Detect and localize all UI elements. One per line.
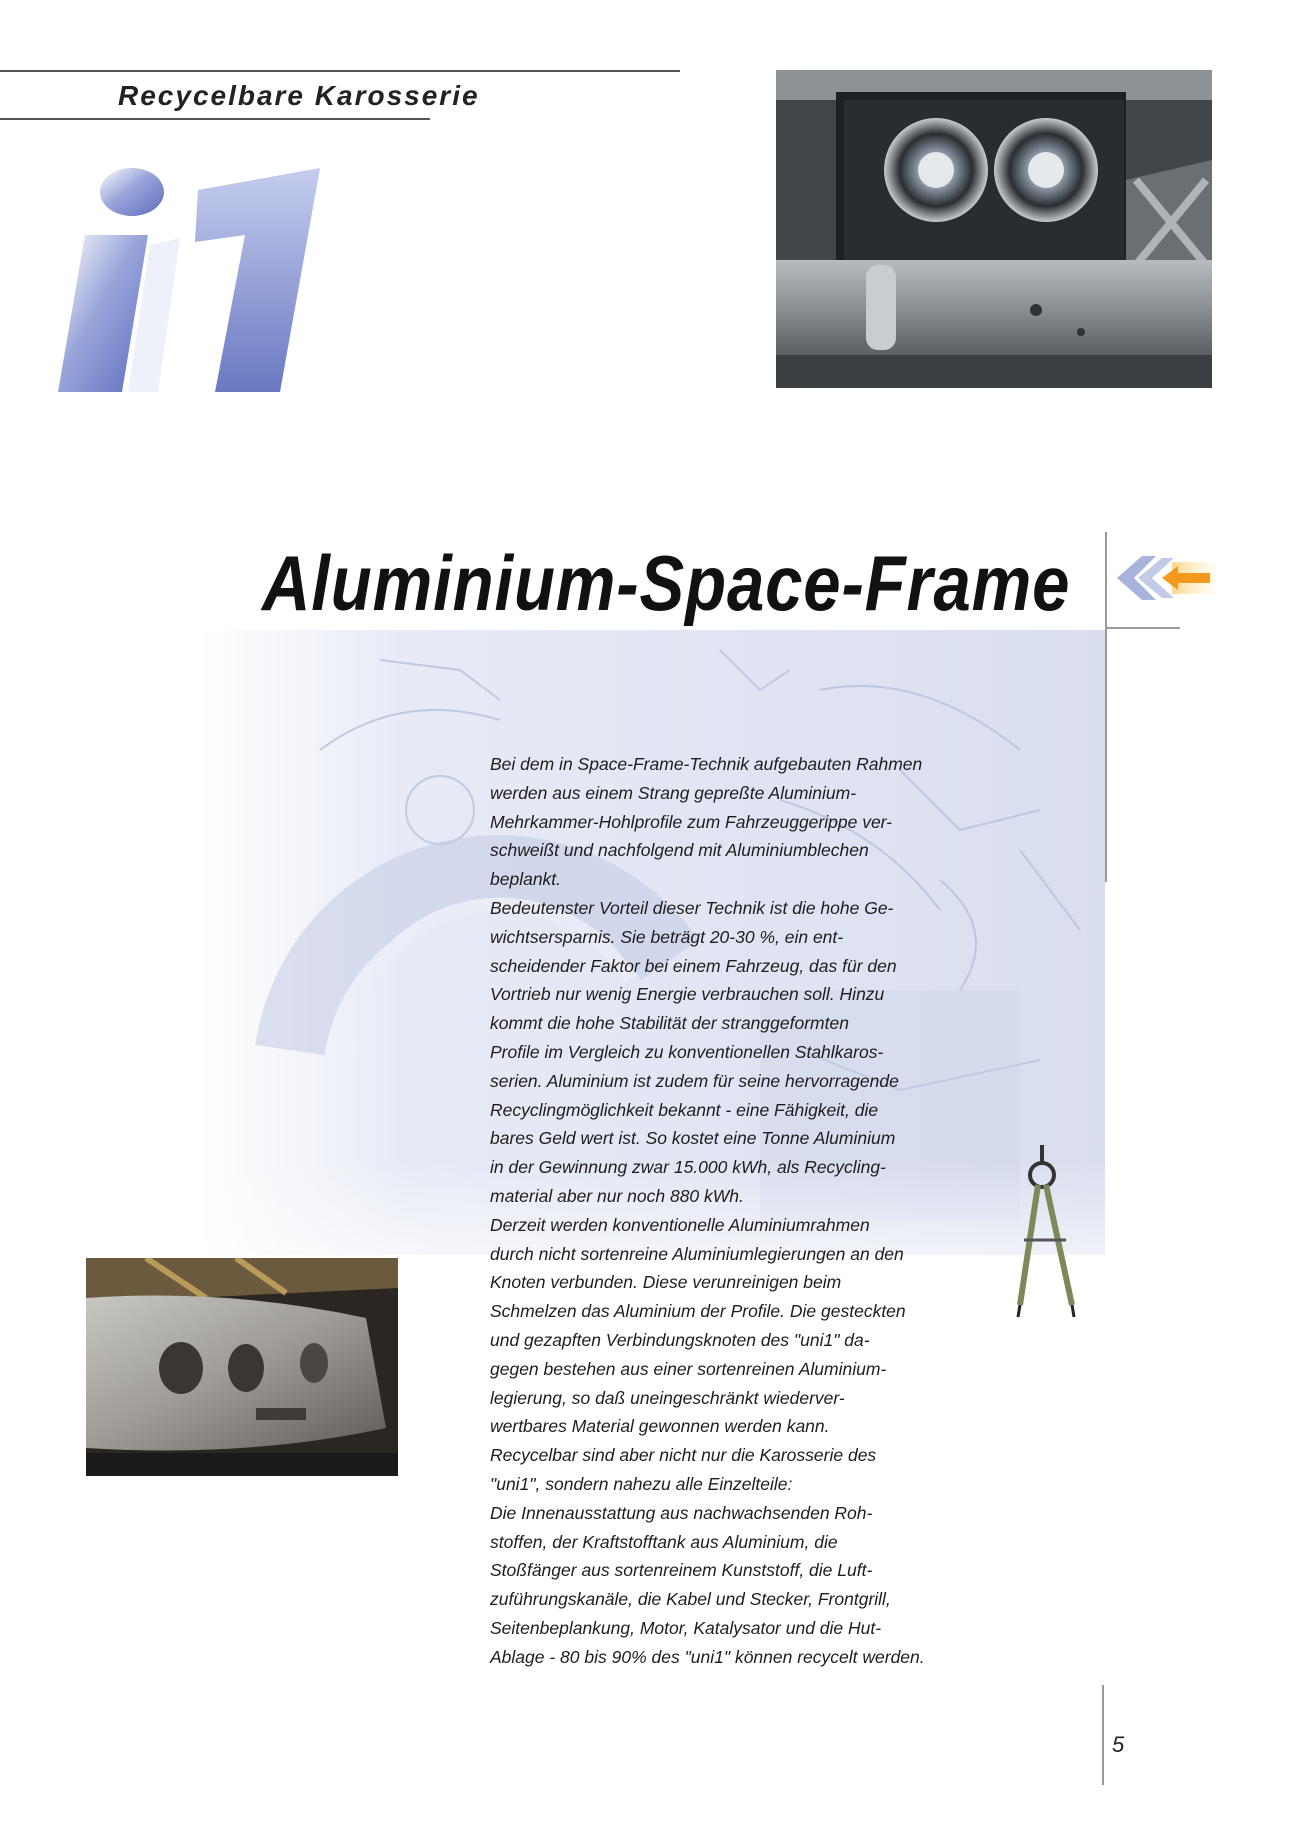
body-line: werden aus einem Strang gepreßte Aluminium-	[490, 782, 857, 803]
body-line: bares Geld wert ist. So kostet eine Tonne Aluminium	[490, 1128, 896, 1149]
arrow-left-icon	[1112, 548, 1217, 608]
page-number-rule	[1102, 1685, 1104, 1785]
body-line: scheidender Faktor bei einem Fahrzeug, das für den	[490, 955, 897, 976]
headline-vertical-rule	[1105, 532, 1107, 882]
body-line: und gezapften Verbindungsknoten des "uni1" da-	[490, 1329, 870, 1350]
body-line: material aber nur noch 880 kWh.	[490, 1185, 744, 1206]
front-headlights-photo	[776, 70, 1212, 388]
body-line: Recycelbar sind aber nicht nur die Karosserie des	[490, 1445, 877, 1466]
body-line: Bedeutenster Vorteil dieser Technik ist die hohe Ge-	[490, 897, 894, 918]
header-rule-top	[0, 70, 680, 72]
body-line: Profile im Vergleich zu konventionellen Stahlkaros-	[490, 1041, 884, 1062]
body-line: wichtsersparnis. Sie beträgt 20-30 %, ein ent-	[490, 926, 844, 947]
body-line: durch nicht sortenreine Aluminiumlegierungen an den	[490, 1243, 904, 1264]
body-line: Mehrkammer-Hohlprofile zum Fahrzeuggerippe ver-	[490, 811, 893, 832]
body-line: Recyclingmöglichkeit bekannt - eine Fähigkeit, die	[490, 1099, 879, 1120]
header-rule-bottom	[0, 118, 430, 120]
headline: Aluminium-Space-Frame	[262, 539, 1071, 627]
body-line: Ablage - 80 bis 90% des "uni1" können recycelt werden.	[490, 1646, 925, 1667]
body-text	[490, 750, 925, 1672]
body-line: zuführungskanäle, die Kabel und Stecker, Frontgrill,	[490, 1589, 891, 1610]
body-line: Knoten verbunden. Diese verunreinigen beim	[490, 1272, 842, 1293]
body-line: gegen bestehen aus einer sortenreinen Aluminium-	[490, 1358, 887, 1379]
body-line: stoffen, der Kraftstofftank aus Aluminium, die	[490, 1531, 838, 1552]
body-line: Vortrieb nur wenig Energie verbrauchen soll. Hinzu	[490, 984, 885, 1005]
page-number: 5	[1112, 1732, 1125, 1757]
body-line: "uni1", sondern nahezu alle Einzelteile:	[490, 1473, 793, 1494]
body-line: Die Innenausstattung aus nachwachsenden Roh-	[490, 1502, 873, 1523]
body-line: Derzeit werden konventionelle Aluminiumrahmen	[490, 1214, 870, 1235]
headline-horizontal-rule	[1105, 627, 1180, 629]
body-line: Bei dem in Space-Frame-Technik aufgebauten Rahmen	[490, 754, 923, 774]
body-line: Stoßfänger aus sortenreinem Kunststoff, die Luft-	[490, 1560, 873, 1581]
body-line: wertbares Material gewonnen werden kann.	[490, 1416, 830, 1437]
body-line: legierung, so daß uneingeschränkt wiederver-	[490, 1387, 845, 1408]
body-line: Seitenbeplankung, Motor, Katalysator und die Hut-	[490, 1617, 882, 1638]
body-line: schweißt und nachfolgend mit Aluminiumblechen	[490, 840, 869, 861]
section-title: Recycelbare Karosserie	[118, 80, 480, 111]
body-line: kommt die hohe Stabilität der stranggeformten	[490, 1013, 849, 1034]
aluminium-body-photo	[86, 1258, 398, 1476]
uni1-logo	[30, 160, 340, 400]
body-line: Schmelzen das Aluminium der Profile. Die gesteckten	[490, 1301, 906, 1322]
body-line: serien. Aluminium ist zudem für seine hervorragende	[490, 1070, 899, 1091]
body-line: in der Gewinnung zwar 15.000 kWh, als Recycling-	[490, 1157, 886, 1178]
compass-icon	[1010, 1145, 1095, 1320]
body-line: beplankt.	[490, 869, 562, 890]
